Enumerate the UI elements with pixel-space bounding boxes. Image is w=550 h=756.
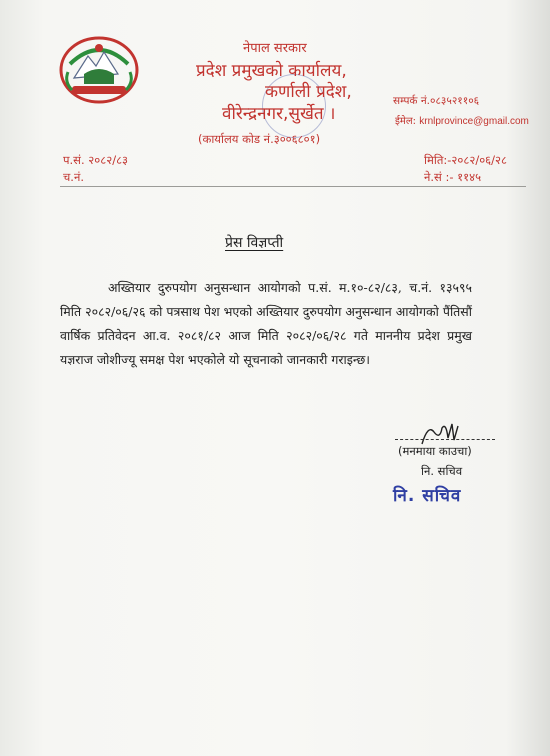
signatory-name: (मनमाया काउचा) xyxy=(398,444,472,458)
signatory-designation: नि. सचिव xyxy=(421,464,463,478)
office-location: वीरेन्द्रनगर,सुर्खेत । xyxy=(222,104,336,124)
email-address: krnlprovince@gmail.com xyxy=(419,116,529,127)
letter-date: मिति:-२०८२/०६/२८ xyxy=(424,153,508,167)
nepal-sambat-number: ने.सं :- ११४५ xyxy=(424,170,482,184)
signature-line xyxy=(395,439,495,440)
office-code: (कार्यालय कोड नं.३००६८०१) xyxy=(198,132,321,146)
email-row xyxy=(395,113,529,127)
dispatch-number-label: च.नं. xyxy=(63,170,84,184)
press-release-body: अख्तियार दुरुपयोग अनुसन्धान आयोगको प.सं. म.१०-८२/८३, च.नं. १३५९५ मिति २०८२/०६/२६ को पत्रसाथ पेश भएको अख्तियार दुरुपयोग अनुसन्धान आयोगको पैंतिसौं वार्षिक प्रतिवेदन आ.व. २०८१/८२ आज मिति २०८२/०६/२८ गते माननीय प्रदेश प्रमुख यज्ञराज जोशीज्यू समक्ष पेश भएकोले यो सूचनाको जानकारी गराइन्छ। xyxy=(60,280,472,367)
header-divider xyxy=(60,186,526,187)
nepal-emblem-icon xyxy=(58,34,140,106)
office-name: प्रदेश प्रमुखको कार्यालय, xyxy=(196,61,347,81)
province-name: कर्णाली प्रदेश, xyxy=(265,82,352,102)
contact-phone: सम्पर्क नं.०८३५२११०६ xyxy=(393,95,480,107)
letter-reference-number: प.सं. २०८२/८३ xyxy=(63,153,129,167)
government-name: नेपाल सरकार xyxy=(243,41,307,56)
designation-stamp: नि. सचिव xyxy=(393,486,462,506)
email-label: ईमेल: xyxy=(395,116,417,127)
press-release-title: प्रेस विज्ञप्ती xyxy=(225,235,284,251)
